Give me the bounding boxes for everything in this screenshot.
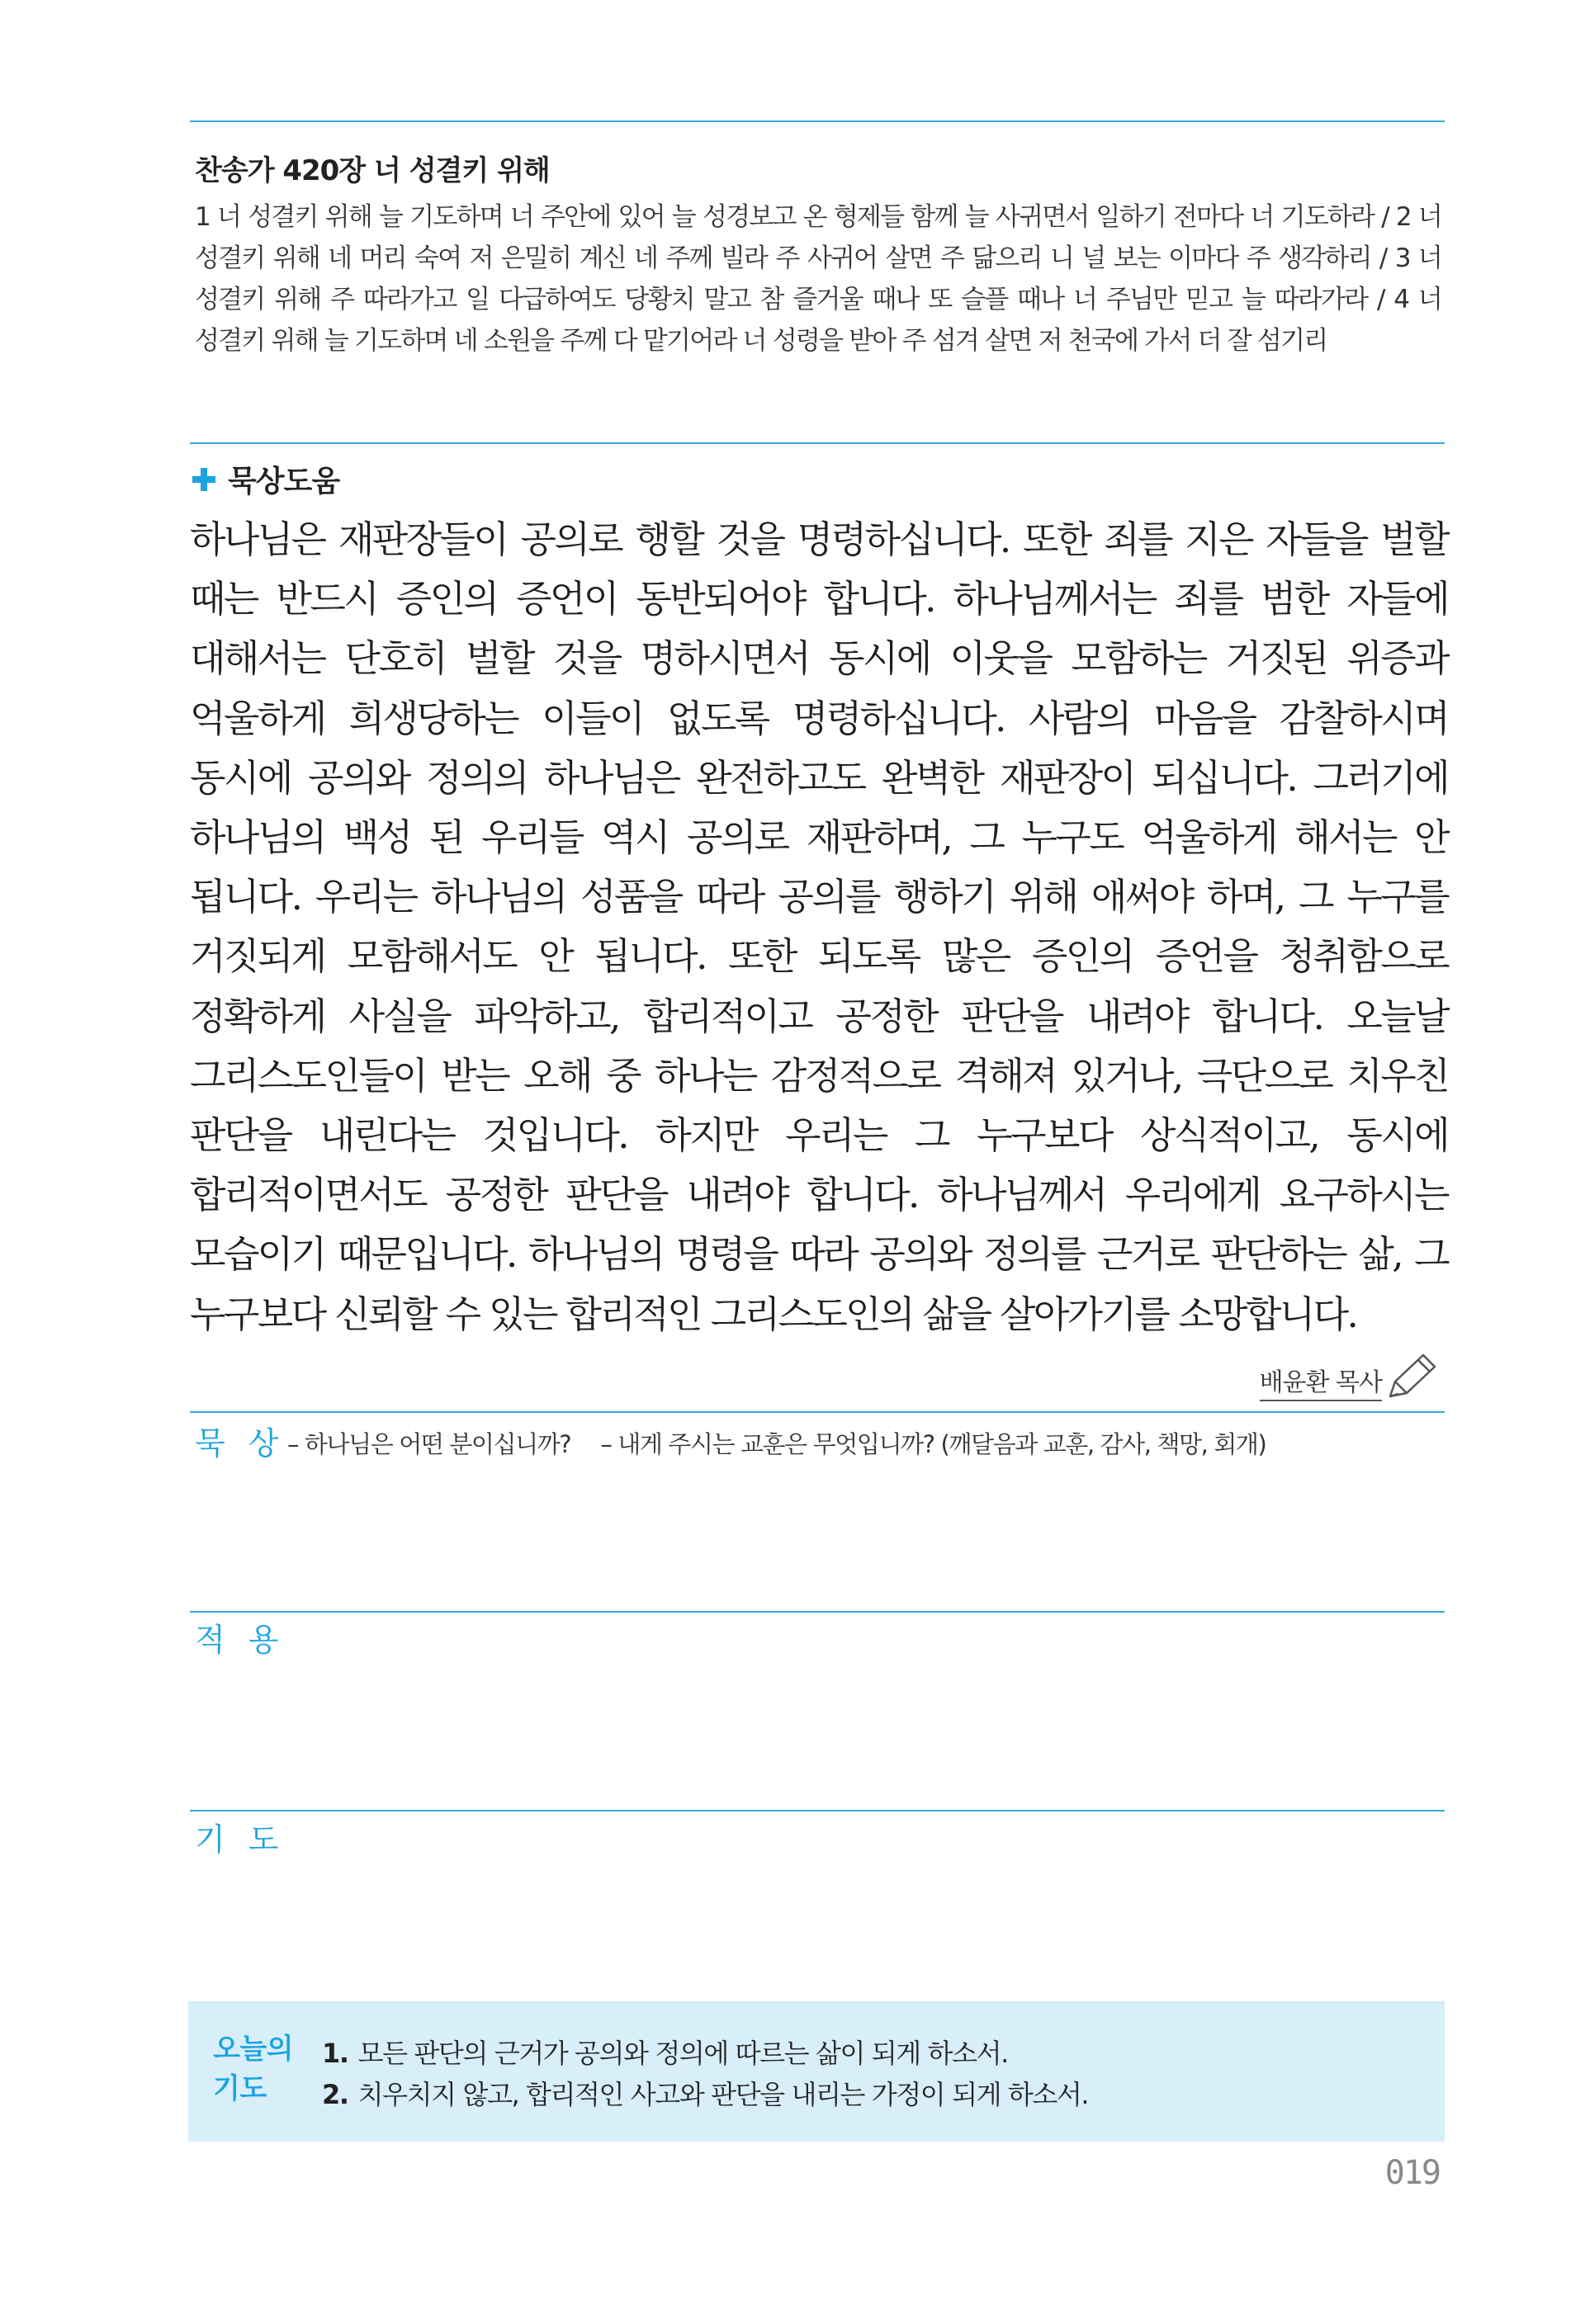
prayer-label: 기 도 [195, 1821, 286, 1858]
meditation-label: 묵상도움 [228, 465, 340, 498]
pencil-icon [1385, 1350, 1440, 1401]
application-divider [190, 1611, 1445, 1613]
author-name: 배윤환 목사 [1260, 1362, 1382, 1401]
author-signature [1260, 1350, 1440, 1401]
application-label: 적 용 [195, 1622, 286, 1658]
hymn-section [195, 150, 1441, 361]
prayer-item-text: 치우치지 않고, 합리적인 사고와 판단을 내리는 가정이 되게 하소서. [357, 2079, 1089, 2110]
reflection-question-2: – 내게 주시는 교훈은 무엇입니까? (깨달음과 교훈, 감사, 책망, 회개) [600, 1430, 1266, 1458]
prayer-item-number: 1. [322, 2038, 348, 2069]
todays-prayer-items [322, 2033, 1088, 2115]
todays-prayer-label-line2: 기도 [213, 2072, 267, 2105]
prayer-item [322, 2033, 1088, 2074]
prayer-item-number: 2. [322, 2079, 348, 2110]
page-number: 019 [1384, 2154, 1440, 2192]
hymn-title: 찬송가 420장 너 성결키 위해 [195, 154, 550, 187]
todays-prayer-label [213, 2029, 304, 2109]
reflection-question-1: – 하나님은 어떤 분이십니까? [287, 1430, 571, 1458]
prayer-divider [190, 1810, 1445, 1811]
hymn-divider [190, 442, 1445, 444]
reflection-questions [287, 1426, 1266, 1460]
prayer-item [322, 2074, 1088, 2115]
todays-prayer-label-line1: 오늘의 [213, 2033, 294, 2066]
hymn-lyrics: 1 너 성결키 위해 늘 기도하며 너 주안에 있어 늘 성경보고 온 형제들 함께 늘 사귀면서 일하기 전마다 너 기도하라 / 2 너 성결키 위해 네 머리 숙여 저 은밀히 계신 네 주께 빌라 주 사귀어 살면 주 닮으리 니 널 보는 이마다 주 생각하리 / 3 너 성결키 위해 주 따라가고 일 다급하여도 당황치 말고 참 즐거울 때나 또 슬플 때나 너 주님만 믿고 늘 따라가라 / 4 너 성결키 위해 늘 기도하며 네 소원을 주께 다 맡기어라 너 성령을 받아 주 섬겨 살면 저 천국에 가서 더 잘 섬기리 [195, 202, 1441, 356]
meditation-heading [192, 458, 339, 500]
top-divider [190, 120, 1445, 122]
plus-icon [192, 467, 216, 492]
reflection-divider [190, 1411, 1445, 1413]
reflection-label: 묵 상 [195, 1425, 286, 1462]
todays-prayer-box [188, 2001, 1445, 2142]
prayer-item-text: 모든 판단의 근거가 공의와 정의에 따르는 삶이 되게 하소서. [357, 2038, 1008, 2069]
meditation-body: 하나님은 재판장들이 공의로 행할 것을 명령하십니다. 또한 죄를 지은 자들을 벌할 때는 반드시 증인의 증언이 동반되어야 합니다. 하나님께서는 죄를 범한 자들에 대해서는 단호히 벌할 것을 명하시면서 동시에 이웃을 모함하는 거짓된 위증과 억울하게 희생당하는 이들이 없도록 명령하십니다. 사람의 마음을 감찰하시며 동시에 공의와 정의의 하나님은 완전하고도 완벽한 재판장이 되십니다. 그러기에 하나님의 백성 된 우리들 역시 공의로 재판하며, 그 누구도 억울하게 해서는 안 됩니다. 우리는 하나님의 성품을 따라 공의를 행하기 위해 애써야 하며, 그 누구를 거짓되게 모함해서도 안 됩니다. 또한 되도록 많은 증인의 증언을 청취함으로 정확하게 사실을 파악하고, 합리적이고 공정한 판단을 내려야 합니다. 오늘날 그리스도인들이 받는 오해 중 하나는 감정적으로 격해져 있거나, 극단으로 치우친 판단을 내린다는 것입니다. 하지만 우리는 그 누구보다 상식적이고, 동시에 합리적이면서도 공정한 판단을 내려야 합니다. 하나님께서 우리에게 요구하시는 모습이기 때문입니다. 하나님의 명령을 따라 공의와 정의를 근거로 판단하는 삶, 그 누구보다 신뢰할 수 있는 합리적인 그리스도인의 삶을 살아가기를 소망합니다. [190, 517, 1448, 1336]
